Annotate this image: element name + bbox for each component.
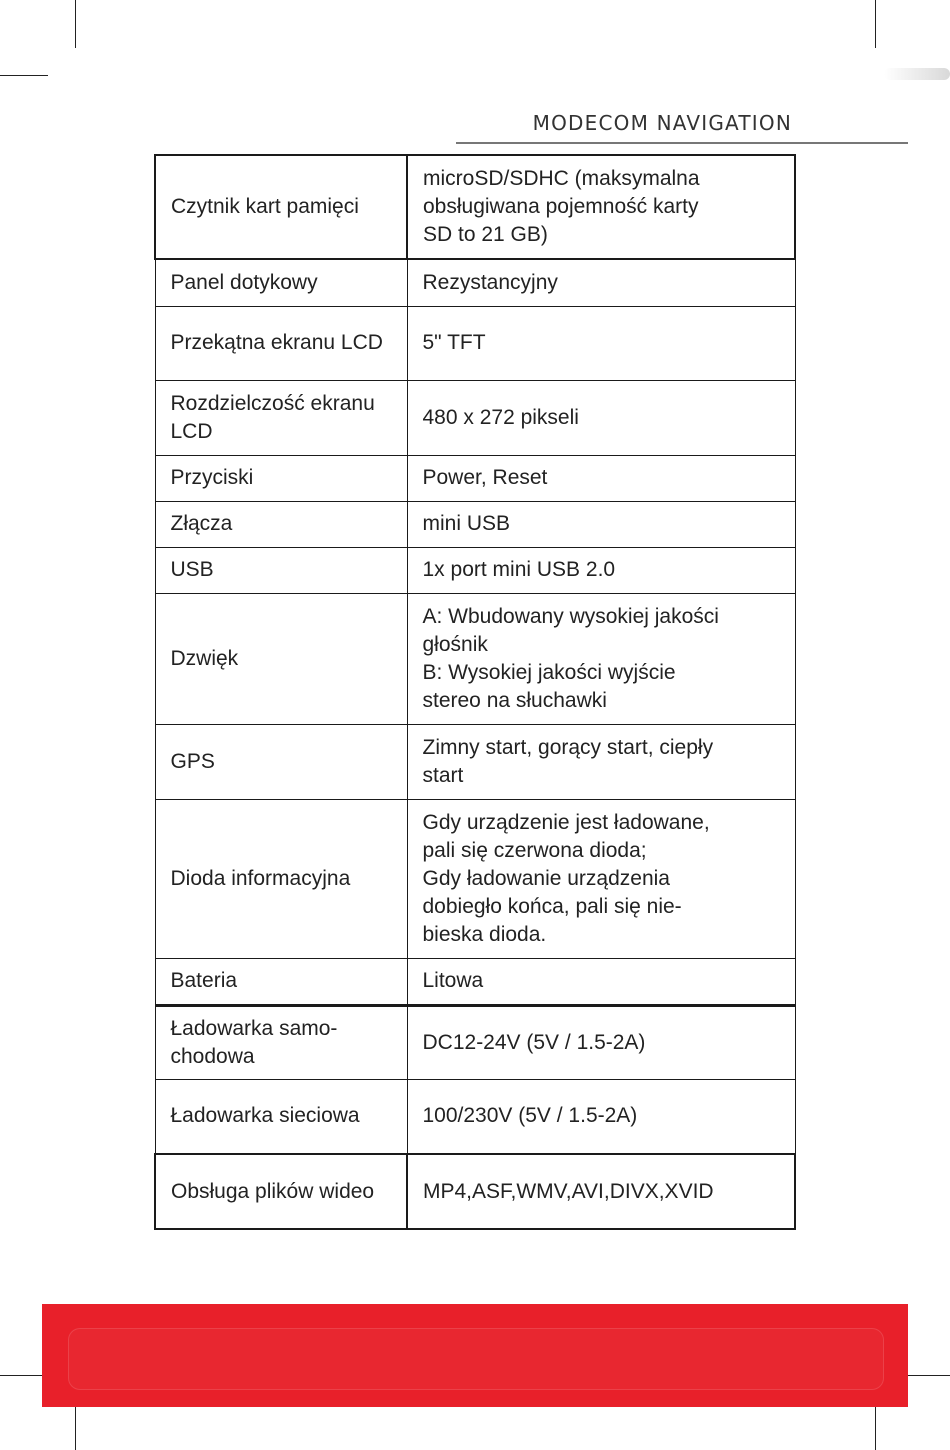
footer-band: [42, 1304, 908, 1407]
spec-param: Czytnik kart pamięci: [155, 155, 407, 259]
spec-value: [407, 593, 795, 724]
spec-value: [407, 1079, 795, 1154]
spec-value: [407, 455, 795, 501]
spec-param: Dioda informacyjna: [155, 799, 407, 958]
specification-table: [154, 154, 796, 1230]
spec-value: [407, 724, 795, 799]
spec-value: [407, 155, 795, 259]
spec-value: [407, 306, 795, 380]
spec-value: [407, 1154, 795, 1229]
spec-row-screen-size: [155, 306, 795, 380]
spec-row-gps: [155, 724, 795, 799]
crop-mark-top-left: [75, 0, 76, 48]
spec-value-line: microSD/SDHC (maksymalna: [423, 167, 700, 190]
spec-value: [407, 799, 795, 958]
spec-param: Obsługa plików wideo: [155, 1154, 407, 1229]
spec-row-card-reader: [155, 155, 795, 259]
spec-param: Przyciski: [155, 455, 407, 501]
spec-value-line: mini USB: [422, 512, 511, 535]
footer-band-inner: [68, 1328, 884, 1390]
spec-value: [407, 958, 795, 1005]
spec-value-line: Litowa: [422, 969, 484, 992]
spec-value-line: bieska dioda.: [422, 922, 547, 946]
spec-value: [407, 380, 795, 455]
spec-value-line: głośnik: [422, 632, 488, 656]
spec-param-line: Ładowarka samo-: [170, 1016, 338, 1040]
spec-value-line: Zimny start, gorący start, ciepły: [422, 735, 714, 759]
spec-param: GPS: [155, 724, 407, 799]
spec-value-line: MP4,ASF,WMV,AVI,DIVX,XVID: [423, 1179, 714, 1203]
spec-row-wall-charger: [155, 1079, 795, 1154]
spec-value-line: 5" TFT: [422, 331, 486, 354]
spec-value-line: B: Wysokiej jakości wyjście: [422, 660, 676, 684]
header-rule: [456, 142, 908, 144]
spec-value: [407, 259, 795, 306]
spec-value-line: 100/230V (5V / 1.5-2A): [422, 1104, 638, 1128]
spec-row-resolution: [155, 380, 795, 455]
spec-value-line: pali się czerwona dioda;: [422, 838, 647, 862]
spec-row-usb: [155, 547, 795, 593]
spec-value-line: Power, Reset: [422, 466, 548, 489]
spec-value-line: Gdy urządzenie jest ładowane,: [422, 810, 710, 834]
spec-value-line: dobiegło końca, pali się nie-: [422, 894, 682, 918]
spec-param: [155, 1005, 407, 1079]
spec-row-battery: [155, 958, 795, 1005]
spec-value-line: DC12-24V (5V / 1.5-2A): [422, 1030, 646, 1054]
spec-value: [407, 1005, 795, 1079]
page-header-title: MODECOM NAVIGATION: [532, 111, 792, 135]
spec-param: Bateria: [155, 958, 407, 1005]
spec-value-line: 480 x 272 pikseli: [422, 405, 579, 429]
spec-param: Złącza: [155, 501, 407, 547]
spec-value-line: start: [422, 763, 464, 787]
spec-value-line: Gdy ładowanie urządzenia: [422, 866, 670, 890]
spec-value: [407, 547, 795, 593]
spec-row-sound: [155, 593, 795, 724]
spec-param: Rozdzielczość ekranu LCD: [155, 380, 407, 455]
spec-param: Panel dotykowy: [155, 259, 407, 306]
spec-row-video-files: [155, 1154, 795, 1229]
spec-param: USB: [155, 547, 407, 593]
spec-value-line: SD to 21 GB): [423, 223, 548, 246]
spec-value-line: Rezystancyjny: [422, 270, 558, 294]
spec-value-line: 1x port mini USB 2.0: [422, 558, 616, 581]
crop-mark-bottom-left: [75, 1400, 76, 1450]
spec-row-connectors: [155, 501, 795, 547]
crop-mark-left-top: [0, 75, 48, 76]
spec-row-car-charger: [155, 1005, 795, 1079]
crop-mark-top-right: [875, 0, 876, 48]
spec-param: Ładowarka sieciowa: [155, 1079, 407, 1154]
spec-value: [407, 501, 795, 547]
spec-param-line: chodowa: [170, 1044, 255, 1068]
header-shadow: [884, 68, 950, 80]
spec-param: Dzwięk: [155, 593, 407, 724]
spec-value-line: obsługiwana pojemność karty: [423, 195, 699, 218]
spec-param: Przekątna ekranu LCD: [155, 306, 407, 380]
spec-row-touch-panel: [155, 259, 795, 306]
spec-row-buttons: [155, 455, 795, 501]
crop-mark-bottom-right: [875, 1400, 876, 1450]
spec-row-status-led: [155, 799, 795, 958]
spec-value-line: A: Wbudowany wysokiej jakości: [422, 604, 719, 628]
spec-value-line: stereo na słuchawki: [422, 688, 607, 712]
